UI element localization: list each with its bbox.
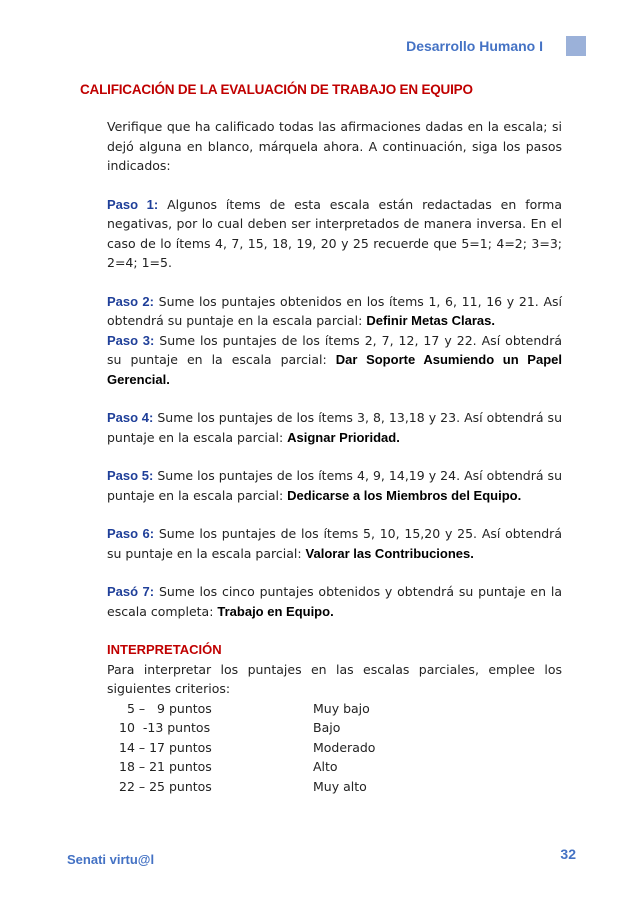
step-text: Sume los puntajes de los ítems 3, 8, 13,18 y 23. Así obtendrá su puntaje en la escala parcial: — [107, 410, 562, 445]
step-text: Sume los puntajes de los ítems 2, 7, 12, 17 y 22. Así obtendrá su puntaje en la escala parcial: — [107, 332, 562, 367]
criteria-table — [111, 699, 375, 797]
interpretation-title: INTERPRETACIÓN — [107, 642, 222, 657]
table-row — [111, 777, 375, 797]
step-scale-name: Asignar Prioridad. — [287, 429, 400, 445]
table-row — [111, 738, 375, 758]
criteria-range: 22 – 25 puntos — [119, 778, 212, 794]
step-label: Paso 2: — [107, 293, 154, 309]
criteria-level: Muy alto — [313, 778, 367, 794]
step-scale-name: Valorar las Contribuciones. — [305, 545, 474, 561]
criteria-level: Moderado — [313, 739, 376, 755]
step-scale-name: Dar Soporte Asumiendo un Papel Gerencial. — [107, 352, 562, 387]
step-label: Paso 5: — [107, 468, 154, 483]
step-paragraph-5 — [107, 466, 562, 505]
header-decoration-box — [566, 36, 586, 56]
criteria-level: Alto — [313, 759, 338, 774]
step-paragraph-1 — [107, 195, 562, 273]
page-number: 32 — [560, 846, 576, 862]
step-label: Pasó 7: — [107, 584, 155, 599]
step-scale-name: Definir Metas Claras. — [366, 313, 495, 328]
table-row — [111, 718, 375, 738]
step-scale-name: Trabajo en Equipo. — [217, 603, 334, 619]
step-paragraph-3 — [107, 331, 562, 390]
step-label: Paso 6: — [107, 526, 155, 541]
step-text: Sume los puntajes de los ítems 5, 10, 15,20 y 25. Así obtendrá su puntaje en la escala parcial: — [107, 526, 562, 561]
intro-paragraph: Verifique que ha calificado todas las afirmaciones dadas en la escala; si dejó alguna en blanco, márquela ahora. A continuación, siga los pasos indicados: — [107, 119, 562, 173]
section-title: CALIFICACIÓN DE LA EVALUACIÓN DE TRABAJO EN EQUIPO — [80, 82, 473, 97]
interpretation-text: Para interpretar los puntajes en las escalas parciales, emplee los siguientes criterios: — [107, 661, 562, 696]
step-label: Paso 4: — [107, 410, 154, 425]
criteria-range: 18 – 21 puntos — [119, 759, 212, 774]
step-paragraph-2 — [107, 292, 562, 331]
table-row — [111, 699, 375, 719]
criteria-range: 10 -13 puntos — [119, 720, 211, 735]
table-row — [111, 757, 375, 777]
step-paragraph-6 — [107, 524, 562, 563]
step-paragraph-4 — [107, 408, 562, 447]
step-label: Paso 1: — [107, 196, 159, 212]
step-text: Sume los puntajes obtenidos en los ítems 1, 6, 11, 16 y 21. Así obtendrá su puntaje en la escala parcial: — [107, 293, 562, 328]
step-scale-name: Dedicarse a los Miembros del Equipo. — [287, 487, 522, 503]
criteria-level: Muy bajo — [313, 700, 370, 716]
criteria-range: 5 – 9 puntos — [119, 700, 212, 716]
step-paragraph-7 — [107, 582, 562, 621]
document-body — [107, 117, 562, 796]
criteria-range: 14 – 17 puntos — [119, 739, 212, 755]
step-text: Sume los cinco puntajes obtenidos y obtendrá su puntaje en la escala completa: — [107, 584, 562, 619]
step-text: Sume los puntajes de los ítems 4, 9, 14,19 y 24. Así obtendrá su puntaje en la escala parcial: — [107, 468, 562, 503]
footer-brand: Senati virtu@l — [67, 852, 155, 867]
step-label: Paso 3: — [107, 332, 155, 348]
step-text: Algunos ítems de esta escala están redactadas en forma negativas, por lo cual deben ser interpretados de manera inversa. En el caso de lo ítems 4, 7, 15, 18, 19, 20 y 25 recuerde que 5=1; 4=2; 3=3; 2=4; 1=5. — [107, 196, 562, 270]
document-header-title: Desarrollo Humano I — [406, 38, 543, 54]
criteria-level: Bajo — [313, 720, 341, 735]
